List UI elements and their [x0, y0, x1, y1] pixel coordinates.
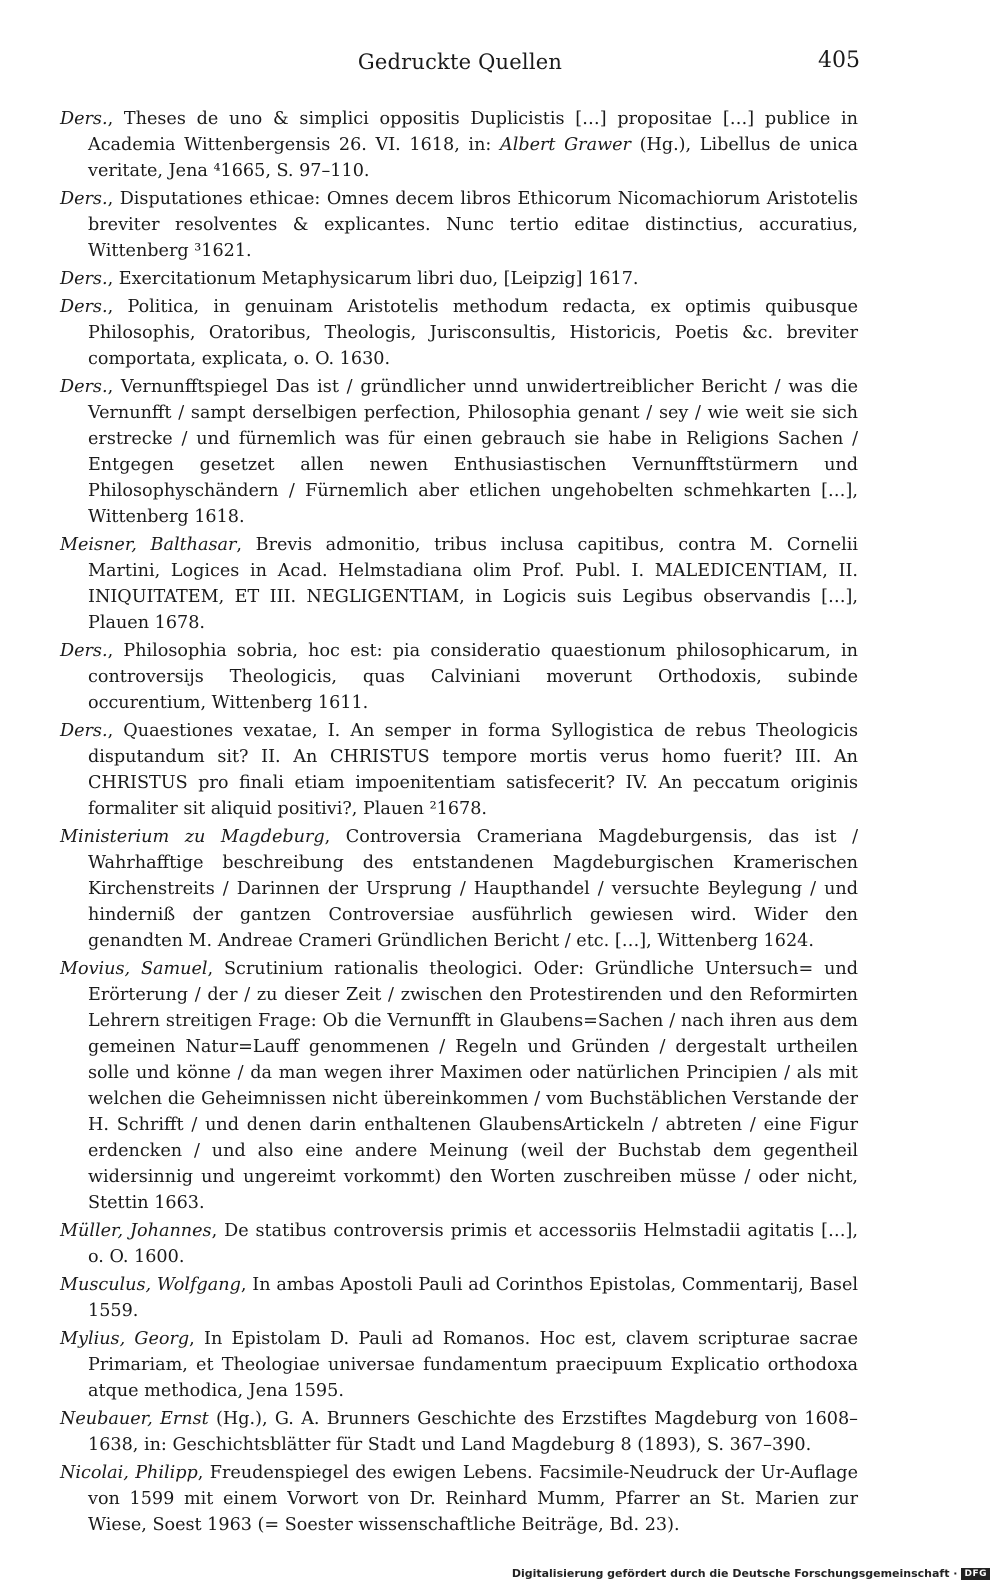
entry-author-secondary: Albert Grawer — [499, 135, 631, 155]
bibliography-entry — [60, 294, 858, 372]
entry-author: Neubauer, Ernst — [60, 1409, 209, 1429]
entry-text: , Quaestiones vexatae, I. An semper in forma Syllogistica de rebus Theologicis disputandum sit? II. An CHRISTUS tempore mortis verus homo fuerit? III. An CHRISTUS pro finali etiam impoenitentiam satisfecerit? IV. An peccatum originis formaliter sit aliquid positivi?, Plauen ²1678. — [88, 721, 858, 819]
entry-text: , Philosophia sobria, hoc est: pia consideratio quaestionum philosophicarum, in controversijs Theologicis, quas Calviniani moverunt Orthodoxis, subinde occurentium, Wittenberg 1611. — [88, 641, 858, 713]
entry-author: Ders. — [60, 109, 108, 129]
entry-text: , In ambas Apostoli Pauli ad Corinthos Epistolas, Commentarij, Basel 1559. — [88, 1275, 859, 1321]
entry-author: Nicolai, Philipp — [60, 1463, 198, 1483]
entry-author: Ders. — [60, 189, 108, 209]
entry-text: , Exercitationum Metaphysicarum libri duo, [Leipzig] 1617. — [107, 269, 639, 289]
entry-text: , Brevis admonitio, tribus inclusa capitibus, contra M. Cornelii Martini, Logices in Acad. Helmstadiana olim Prof. Publ. I. MALEDICENTIAM, II. INIQUITATEM, ET III. NEGLIGENTIAM, in Logicis suis Legibus observandis […], Plauen 1678. — [88, 535, 858, 633]
dfg-logo: DFG — [961, 1568, 990, 1580]
entry-text: , Theses de uno & simplici oppositis Duplicistis […] propositae […] publice in Academia Wittenbergensis 26. VI. 1618, in: — [88, 109, 858, 155]
entry-author: Movius, Samuel — [60, 959, 208, 979]
bibliography-entry — [60, 1326, 858, 1404]
footer-text: Digitalisierung gefördert durch die Deutsche Forschungsgemeinschaft · — [511, 1567, 958, 1580]
entry-author: Ders. — [60, 721, 108, 741]
bibliography-entry — [60, 1460, 858, 1538]
entry-author: Meisner, Balthasar — [60, 535, 237, 555]
entry-author: Mylius, Georg — [60, 1329, 190, 1349]
page-header — [60, 44, 860, 84]
entry-author: Ders. — [60, 269, 108, 289]
entry-text-secondary: (Hg.), Libellus de unica veritate, Jena ⁴1665, S. 97–110. — [88, 135, 859, 181]
entry-author: Ders. — [60, 641, 108, 661]
entry-text: , Controversia Crameriana Magdeburgensis, das ist / Wahrhafftige beschreibung des entstandenen Magdeburgischen Kramerischen Kirchenstreits / Darinnen der Ursprung / Haupthandel / versuchte Beylegung / und hinderniß der gantzen Controversiae ausführlich gewiesen wird. Wider den genandten M. Andreae Crameri Gründlichen Bericht / etc. […], Wittenberg 1624. — [88, 827, 858, 951]
entry-text: , In Epistolam D. Pauli ad Romanos. Hoc est, clavem scripturae sacrae Primariam, et Theologiae universae fundamentum praecipuum Explicatio orthodoxa atque methodica, Jena 1595. — [88, 1329, 859, 1401]
bibliography-entry — [60, 824, 858, 954]
entry-text: (Hg.), G. A. Brunners Geschichte des Erzstiftes Magdeburg von 1608–1638, in: Geschichtsblätter für Stadt und Land Magdeburg 8 (1893), S. 367–390. — [88, 1409, 858, 1455]
entry-text: , Scrutinium rationalis theologici. Oder: Gründliche Untersuch= und Erörterung / der / zu dieser Zeit / zwischen den Protestirenden und den Reformirten Lehrern streitigen Frage: Ob die Vernunfft in Glaubens=Sachen / nach ihren aus dem gemeinen Natur=Lauff genommenen / Regeln und Gründen / dergestalt urtheilen solle und könne / da man wegen ihrer Maximen oder natürlichen Principien / als mit welchen die Geheimnissen nicht übereinkommen / vom Buchstäblichen Verstande der H. Schrifft / und denen darin enthaltenen GlaubensArtickeln / abtreten / eine Figur erdencken / und also eine andere Meinung (weil der Buchstab dem gegentheil widersinnig und ungereimt vorkommt) den Worten zuschreiben müsse / oder nicht, Stettin 1663. — [88, 959, 858, 1213]
bibliography-list — [60, 106, 858, 1540]
entry-text: , De statibus controversis primis et accessoriis Helmstadii agitatis […], o. O. 1600. — [88, 1221, 858, 1267]
entry-text: , Politica, in genuinam Aristotelis methodum redacta, ex optimis quibusque Philosophis, Oratoribus, Theologis, Jurisconsultis, Historicis, Poetis &c. breviter comportata, explicata, o. O. 1630. — [88, 297, 858, 369]
entry-author: Ministerium zu Magdeburg — [60, 827, 325, 847]
page-number: 405 — [818, 48, 860, 73]
bibliography-entry — [60, 106, 858, 184]
bibliography-entry — [60, 1218, 858, 1270]
digitization-credit — [512, 1567, 990, 1580]
entry-text: , Vernunfftspiegel Das ist / gründlicher unnd unwidertreiblicher Bericht / was die Vernunfft / sampt derselbigen perfection, Philosophia genant / sey / wie weit sie sich erstrecke / und fürnemlich was für einen gebrauch sie habe in Religions Sachen / Entgegen gesetzet allen newen Enthusiastischen Vernunfftstürmern und Philosophyschändern / Fürnemlich aber etlichen ungehobelten schmehkarten […], Wittenberg 1618. — [88, 377, 858, 527]
entry-text: , Disputationes ethicae: Omnes decem libros Ethicorum Nicomachiorum Aristotelis breviter resolventes & explicantes. Nunc tertio editae distinctius, accuratius, Wittenberg ³1621. — [88, 189, 858, 261]
bibliography-entry — [60, 956, 858, 1216]
bibliography-entry — [60, 638, 858, 716]
bibliography-entry — [60, 186, 858, 264]
entry-author: Müller, Johannes — [60, 1221, 212, 1241]
running-title: Gedruckte Quellen — [357, 50, 563, 74]
entry-author: Ders. — [60, 297, 108, 317]
bibliography-entry — [60, 266, 858, 292]
entry-author: Musculus, Wolfgang — [60, 1275, 241, 1295]
bibliography-entry — [60, 718, 858, 822]
entry-author: Ders. — [60, 377, 108, 397]
bibliography-entry — [60, 532, 858, 636]
bibliography-entry — [60, 1272, 858, 1324]
entry-text: , Freudenspiegel des ewigen Lebens. Facsimile-Neudruck der Ur-Auflage von 1599 mit einem Vorwort von Dr. Reinhard Mumm, Pfarrer an St. Marien zur Wiese, Soest 1963 (= Soester wissenschaftliche Beiträge, Bd. 23). — [88, 1463, 858, 1535]
bibliography-entry — [60, 374, 858, 530]
bibliography-entry — [60, 1406, 858, 1458]
